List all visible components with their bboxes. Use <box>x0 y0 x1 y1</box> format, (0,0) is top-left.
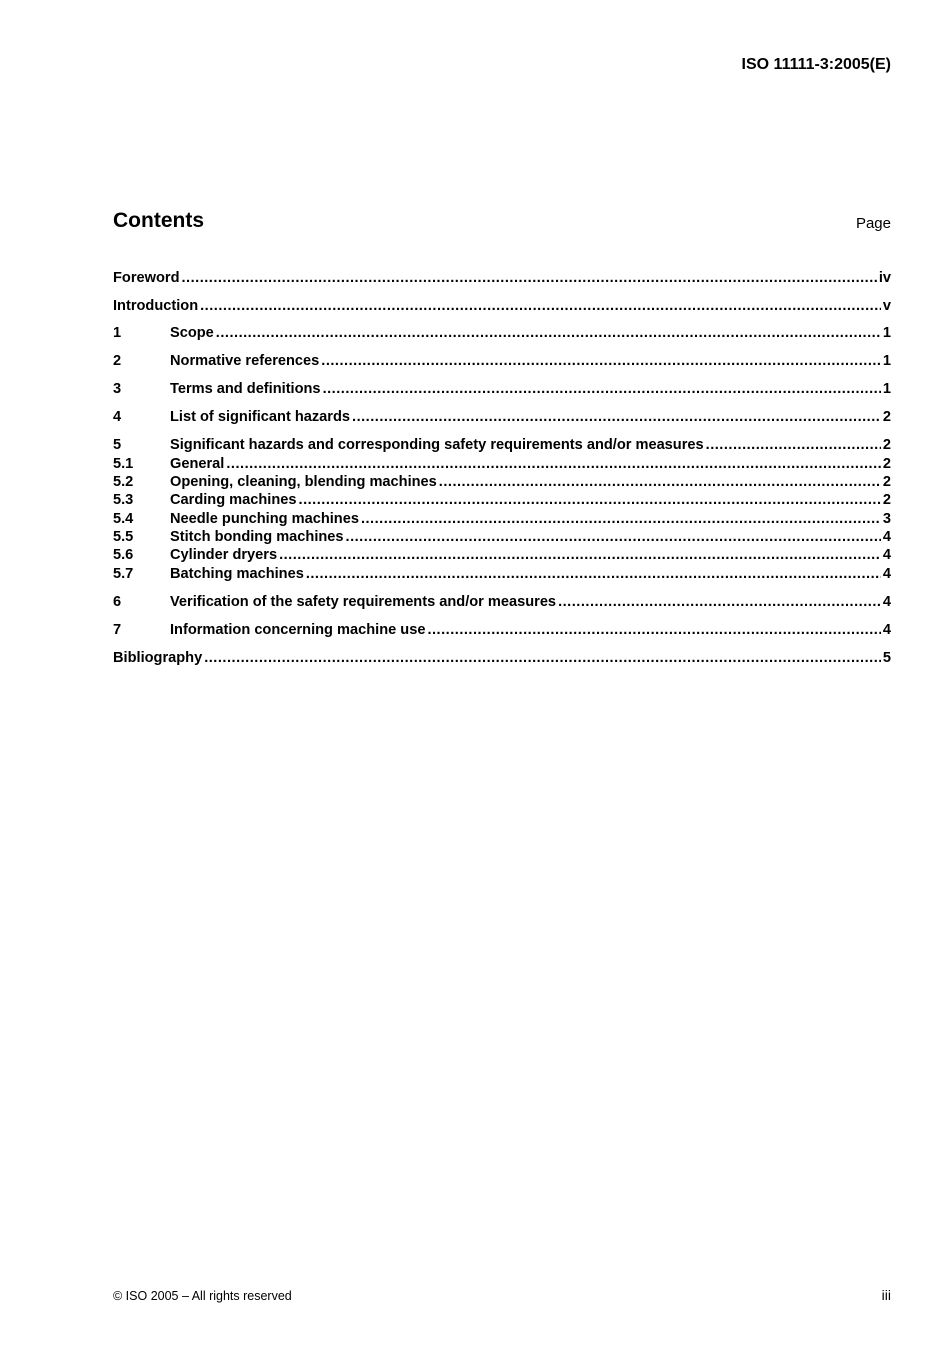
toc-entry-title: Carding machines <box>170 492 297 508</box>
toc-leader-dots <box>346 528 881 546</box>
toc-entry-title: Significant hazards and corresponding safety requirements and/or measures <box>170 437 704 453</box>
toc-entry-number: 5.3 <box>113 492 134 508</box>
toc-entry-number: 3 <box>113 381 122 397</box>
toc-entry-5-1[interactable] <box>113 455 891 473</box>
toc-entry-title: General <box>170 456 225 472</box>
toc-entry-number: 5.1 <box>113 456 134 472</box>
toc-entry-1[interactable] <box>113 324 891 342</box>
toc-leader-dots <box>204 649 881 667</box>
toc-entry-page: 3 <box>882 511 891 527</box>
toc-entry-number: 5.6 <box>113 547 134 563</box>
toc-entry-title: Introduction <box>113 298 199 314</box>
toc-leader-dots <box>321 352 881 370</box>
contents-heading: Contents <box>113 209 204 232</box>
toc-entry-page: 1 <box>882 381 891 397</box>
toc-entry-page: 4 <box>882 622 891 638</box>
toc-entry-title: List of significant hazards <box>170 409 351 425</box>
toc-entry-5[interactable] <box>113 436 891 454</box>
toc-entry-page: 2 <box>882 409 891 425</box>
toc-entry-page: 4 <box>882 594 891 610</box>
toc-leader-dots <box>352 408 881 426</box>
toc-entry-2[interactable] <box>113 352 891 370</box>
toc-entry-3[interactable] <box>113 380 891 398</box>
toc-entry-page: 4 <box>882 529 891 545</box>
toc-leader-dots <box>427 621 880 639</box>
toc-entry-number: 7 <box>113 622 122 638</box>
toc-entry-title: Terms and definitions <box>170 381 321 397</box>
footer-page-number: iii <box>881 1287 891 1303</box>
toc-leader-dots <box>306 565 881 583</box>
toc-entry-title: Needle punching machines <box>170 511 359 527</box>
toc-entry-number: 5 <box>113 437 122 453</box>
toc-entry-page: 2 <box>882 492 891 508</box>
toc-entry-title: Opening, cleaning, blending machines <box>170 474 437 490</box>
toc-entry-5-6[interactable] <box>113 546 891 564</box>
toc-entry-page: 2 <box>882 474 891 490</box>
toc-entry-number: 6 <box>113 594 122 610</box>
toc-entry-5-7[interactable] <box>113 565 891 583</box>
toc-leader-dots <box>279 546 881 564</box>
toc-entry-introduction[interactable] <box>113 297 891 315</box>
toc-leader-dots <box>226 455 881 473</box>
document-id: ISO 11111-3:2005(E) <box>741 56 891 73</box>
toc-leader-dots <box>200 297 881 315</box>
toc-leader-dots <box>181 269 876 287</box>
toc-leader-dots <box>439 473 881 491</box>
toc-leader-dots <box>361 510 881 528</box>
toc-entry-title: Information concerning machine use <box>170 622 426 638</box>
toc-entry-number: 4 <box>113 409 122 425</box>
toc-leader-dots <box>216 324 881 342</box>
toc-entry-page: 2 <box>882 456 891 472</box>
toc-entry-page: iv <box>878 270 891 286</box>
toc-entry-title: Batching machines <box>170 566 304 582</box>
toc-entry-6[interactable] <box>113 593 891 611</box>
toc-leader-dots <box>323 380 881 398</box>
toc-entry-5-4[interactable] <box>113 510 891 528</box>
toc-entry-number: 5.2 <box>113 474 134 490</box>
toc-entry-page: 1 <box>882 325 891 341</box>
page-column-label: Page <box>855 215 891 232</box>
toc-entry-title: Bibliography <box>113 650 203 666</box>
toc-entry-page: 1 <box>882 353 891 369</box>
toc-entry-number: 2 <box>113 353 122 369</box>
toc-entry-title: Verification of the safety requirements and/or measures <box>170 594 557 610</box>
toc-entry-foreword[interactable] <box>113 269 891 287</box>
toc-entry-number: 5.5 <box>113 529 134 545</box>
toc-entry-page: 4 <box>882 547 891 563</box>
toc-entry-5-5[interactable] <box>113 528 891 546</box>
toc-entry-number: 1 <box>113 325 122 341</box>
toc-leader-dots <box>558 593 881 611</box>
toc-entry-number: 5.4 <box>113 511 134 527</box>
toc-entry-page: 4 <box>882 566 891 582</box>
toc-leader-dots <box>706 436 881 454</box>
toc-entry-title: Foreword <box>113 270 180 286</box>
toc-entry-bibliography[interactable] <box>113 649 891 667</box>
toc-entry-page: v <box>882 298 891 314</box>
toc-entry-page: 5 <box>882 650 891 666</box>
toc-entry-5-2[interactable] <box>113 473 891 491</box>
toc-leader-dots <box>299 491 881 509</box>
toc-entry-7[interactable] <box>113 621 891 639</box>
toc-entry-4[interactable] <box>113 408 891 426</box>
toc-entry-title: Stitch bonding machines <box>170 529 344 545</box>
toc-entry-title: Scope <box>170 325 214 341</box>
toc-entry-5-3[interactable] <box>113 491 891 509</box>
toc-entry-title: Normative references <box>170 353 320 369</box>
footer-copyright: © ISO 2005 – All rights reserved <box>113 1289 292 1303</box>
toc-entry-title: Cylinder dryers <box>170 547 278 563</box>
toc-entry-number: 5.7 <box>113 566 134 582</box>
toc-entry-page: 2 <box>882 437 891 453</box>
